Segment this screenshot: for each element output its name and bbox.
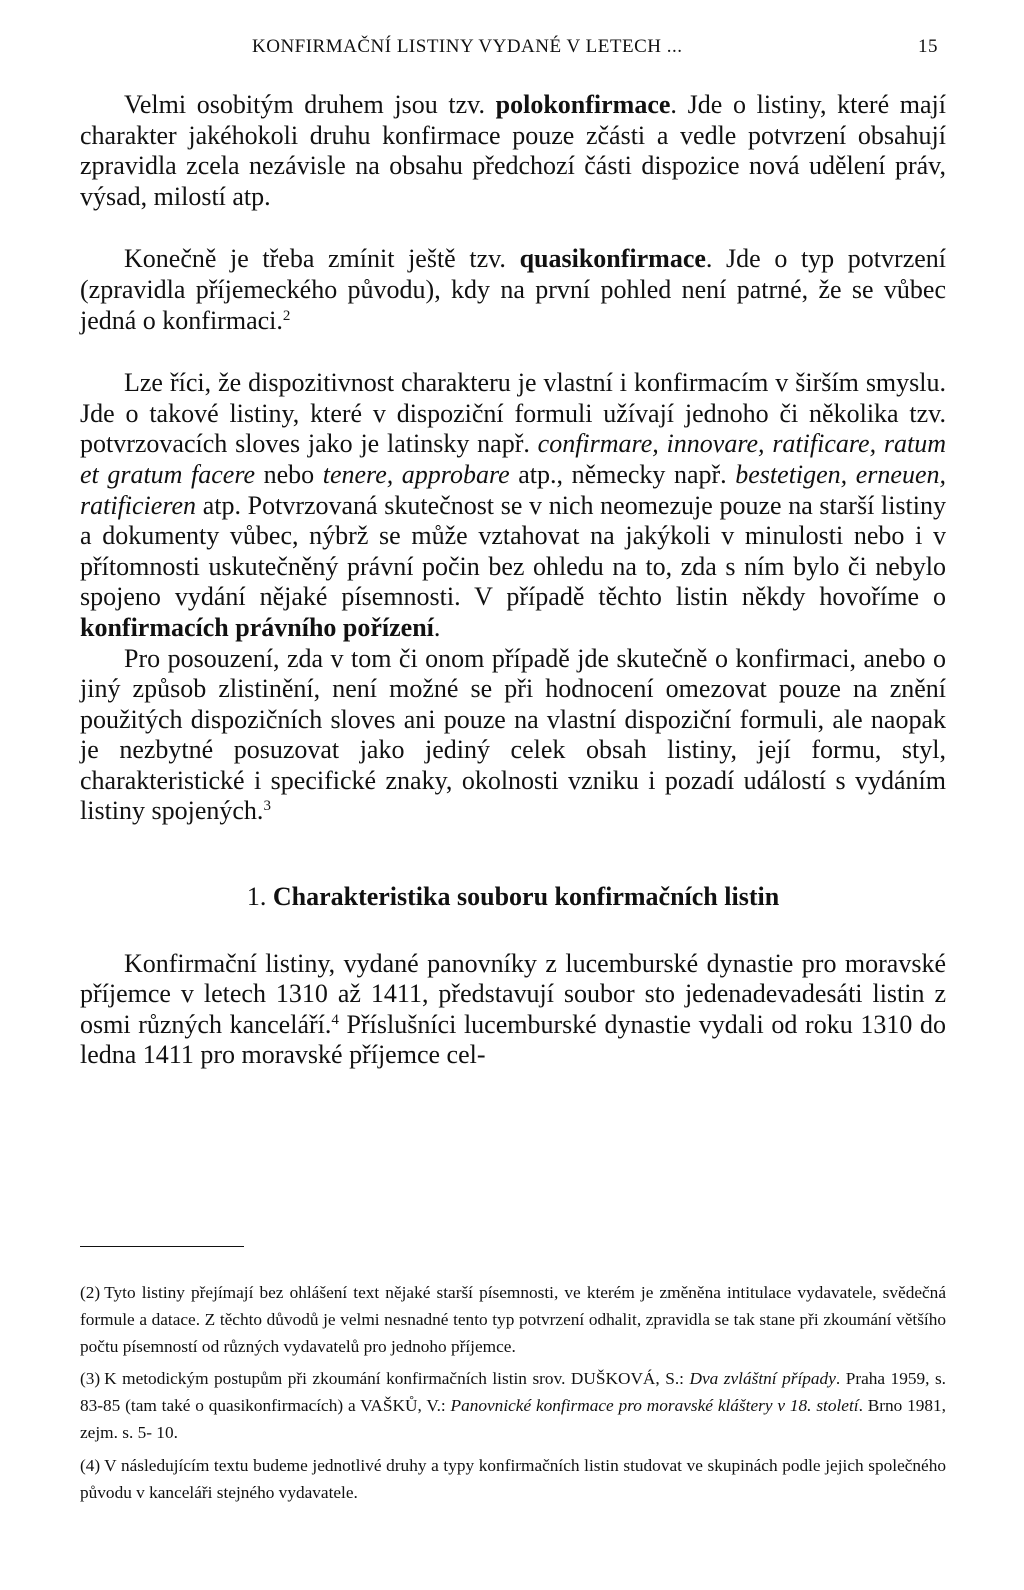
footnotes [80, 1280, 946, 1506]
german-verbs: bestetigen, erneuen, ratificieren [80, 459, 946, 520]
term-polokonfirmace: polokonfirmace [495, 90, 671, 119]
text-run: . Jde o listiny, které mají charakter jakéhokoli druhu konfirmace pouze zčásti a vedle potvrzení obsahují zpravidla zcela nezávisle na obsahu předchozí části dispozice nová udělení práv, výsad, milostí atp. [80, 90, 946, 211]
running-header [80, 30, 946, 62]
term-quasikonfirmace: quasikonfirmace [519, 244, 706, 274]
latin-verbs: confirmare, innovare, ratificare, ratum et gratum facere [80, 429, 946, 489]
text-run: Pro posouzení, zda v tom či onom případě jde skutečně o konfirmaci, anebo o jiný způsob zlistinění, není možné se při hodnocení omezovat pouze na znění použitých dispozičních sloves ani pouze na vlastní dispoziční formuli, ale naopak je nezbytné posuzovat jako jediný celek obsah listiny, její formu, styl, charakteristické i specifické znaky, okolnosti vzniku i pozadí událostí s vydáním listiny spojených. [80, 643, 946, 826]
footnote-mark: (2) [80, 1283, 101, 1302]
footnote-text: K metodickým postupům při zkoumání konfirmačních listin srov. DUŠKOVÁ, S.: [104, 1369, 690, 1389]
text-run: . [433, 612, 441, 642]
text-run: atp. Potvrzovaná skutečnost se v nich neomezuje pouze na starší listiny a dokumenty vůbec, nýbrž se může vztahovat na jakýkoli v minulosti nebo i v přítomnosti uskutečněný právní počin bez ohledu na to, zda s ním bylo či nebylo spojeno vydání nějaké písemnosti. V případě těchto listin někdy hovoříme o [80, 490, 946, 612]
footnote-ref-4: 4 [331, 1011, 339, 1028]
footnote-text: V následujícím textu budeme jednotlivé druhy a typy konfirmačních listin studovat ve skupinách podle jejich společného původu v kanceláři stejného vydavatele. [80, 1455, 946, 1502]
footnote-4 [80, 1453, 946, 1507]
footnote-ref-3: 3 [263, 798, 271, 815]
text-run: Lze říci, že dispozitivnost charakteru je vlastní i konfirmacím v širším smyslu. Jde o takové listiny, které v dispoziční formuli užívají jednoho či několika tzv. potvrzovacích sloves jako je latinsky např. [80, 368, 946, 459]
footnote-text: . Brno 1981, zejm. s. 5- 10. [80, 1396, 947, 1442]
cited-title: Panovnické konfirmace pro moravské kláštery v 18. století [450, 1396, 859, 1416]
section-title: Charakteristika souboru konfirmačních listin [272, 882, 780, 912]
text-run: nebo [255, 459, 323, 489]
paragraph-dispozitivnost [80, 368, 946, 643]
footnote-ref-2: 2 [282, 307, 291, 324]
section-heading [80, 882, 946, 913]
footnote-separator [80, 1246, 244, 1247]
term-konfirmace-pravniho-porizeni: konfirmacích právního pořízení [80, 612, 434, 642]
page-number: 15 [918, 36, 938, 57]
text-run: . Jde o typ potvrzení (zpravidla příjemeckého původu), kdy na první pohled není patrné, že se vůbec jedná o konfirmaci. [80, 244, 946, 335]
running-title: KONFIRMAČNÍ LISTINY VYDANÉ V LETECH ... [252, 36, 683, 57]
text-run: atp., německy např. [509, 459, 736, 489]
footnote-mark: (4) [80, 1455, 101, 1475]
section-number: 1. [246, 882, 267, 912]
cited-title: Dva zvláštní případy [689, 1369, 836, 1389]
footnote-3 [80, 1366, 946, 1446]
paragraph-posouzeni [80, 644, 946, 828]
paragraph-polokonfirmace [80, 90, 946, 212]
text-run: Velmi osobitým druhem jsou tzv. [124, 90, 496, 119]
paragraph-konfirmacni-listiny [80, 949, 946, 1071]
latin-verbs-2: tenere, approbare [322, 459, 510, 489]
text-run: Konečně je třeba zmínit ještě tzv. [124, 244, 520, 274]
footnote-text: . Praha 1959, s. 83-85 (tam také o quasikonfirmacích) a VAŠKŮ, V.: [80, 1369, 947, 1416]
text-run: Příslušníci lucemburské dynastie vydali od roku 1310 do ledna 1411 pro moravské příjemce cel- [80, 1009, 946, 1070]
footnote-text: Tyto listiny přejímají bez ohlášení text nějaké starší písemnosti, ve kterém je změněna intitulace vydavatele, svědečná formule a datace. Z těchto důvodů je velmi nesnadné tento typ potvrzení odhalit, zpravidla se tak stane při zkoumání většího počtu písemností od různých vydavatelů pro jednoho příjemce. [80, 1283, 946, 1356]
page [80, 30, 947, 1502]
text-run: Konfirmační listiny, vydané panovníky z lucemburské dynastie pro moravské příjemce v letech 1310 až 1411, představují soubor sto jedenadevadesáti listin z osmi různých kanceláří. [80, 948, 946, 1039]
footnote-2 [80, 1280, 946, 1360]
paragraph-quasikonfirmace [80, 244, 946, 336]
footnote-mark: (3) [80, 1369, 101, 1389]
